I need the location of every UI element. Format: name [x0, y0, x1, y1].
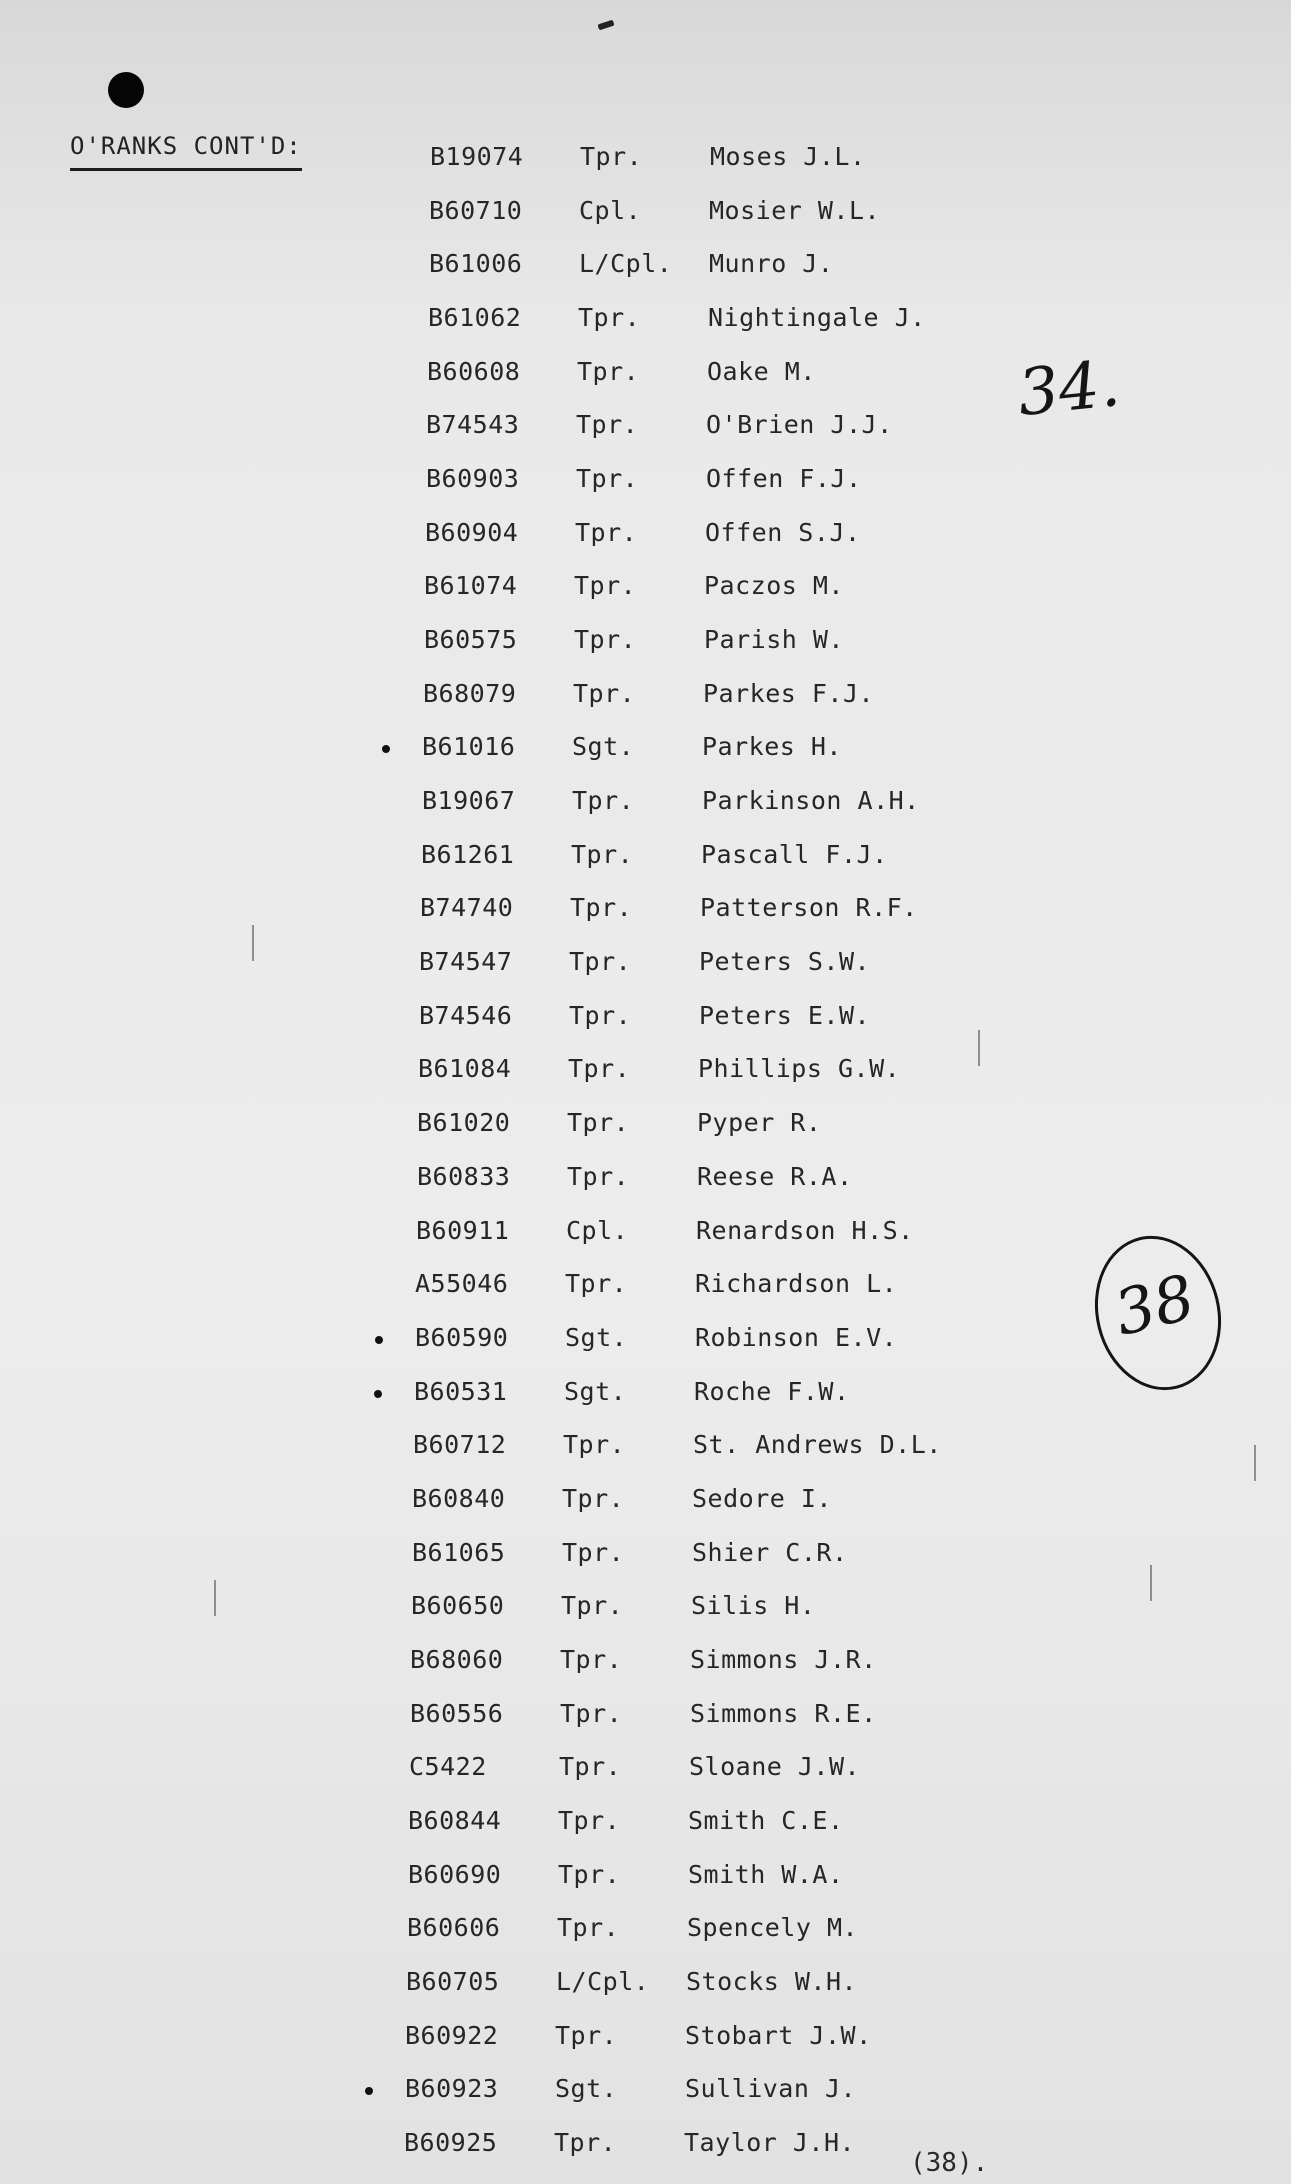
- rank: Tpr.: [559, 1752, 622, 1781]
- service-number: B60840: [412, 1484, 506, 1513]
- rank: Tpr.: [574, 625, 637, 654]
- roster-row: [407, 1913, 967, 1947]
- rank: Tpr.: [574, 571, 637, 600]
- service-number: B68060: [410, 1645, 504, 1674]
- soldier-name: Parkinson A.H.: [702, 786, 920, 815]
- rank: Tpr.: [576, 410, 639, 439]
- tick-mark: [382, 745, 390, 753]
- rank: L/Cpl.: [556, 1967, 650, 1996]
- roster-row: [408, 1860, 968, 1894]
- soldier-name: Mosier W.L.: [709, 196, 881, 225]
- service-number: B74547: [419, 947, 513, 976]
- circled-number: 38: [1107, 1260, 1202, 1351]
- soldier-name: Simmons R.E.: [690, 1699, 877, 1728]
- rank: Tpr.: [571, 840, 634, 869]
- roster-row: [426, 410, 986, 444]
- roster-row: [410, 1699, 970, 1733]
- rank: Tpr.: [567, 1108, 630, 1137]
- soldier-name: Smith W.A.: [688, 1860, 844, 1889]
- rank: Sgt.: [572, 732, 635, 761]
- soldier-name: Oake M.: [707, 357, 816, 386]
- soldier-name: Parish W.: [704, 625, 844, 654]
- soldier-name: Offen F.J.: [706, 464, 862, 493]
- rank: Tpr.: [565, 1269, 628, 1298]
- soldier-name: Pascall F.J.: [701, 840, 888, 869]
- rank: Tpr.: [568, 1054, 631, 1083]
- roster-row: [417, 1162, 977, 1196]
- service-number: B74546: [419, 1001, 513, 1030]
- service-number: B60904: [425, 518, 519, 547]
- service-number: B61074: [424, 571, 518, 600]
- soldier-name: Robinson E.V.: [695, 1323, 898, 1352]
- soldier-name: Peters E.W.: [699, 1001, 871, 1030]
- section-heading: O'RANKS CONT'D:: [70, 132, 302, 160]
- rank: Sgt.: [555, 2074, 618, 2103]
- roster-row: [409, 1752, 969, 1786]
- soldier-name: Parkes F.J.: [703, 679, 875, 708]
- rank: Tpr.: [578, 303, 641, 332]
- service-number: B60712: [413, 1430, 507, 1459]
- tick-mark: [375, 1336, 383, 1344]
- rank: Tpr.: [569, 947, 632, 976]
- roster-row: [430, 142, 990, 176]
- service-number: B60650: [411, 1591, 505, 1620]
- tick-mark: [374, 1390, 382, 1398]
- rank: L/Cpl.: [579, 249, 673, 278]
- rank: Tpr.: [563, 1430, 626, 1459]
- roster-row: [429, 196, 989, 230]
- service-number: B61062: [428, 303, 522, 332]
- roster-row: [415, 1323, 975, 1357]
- service-number: B60903: [426, 464, 520, 493]
- soldier-name: Taylor J.H.: [684, 2128, 856, 2157]
- service-number: B19067: [422, 786, 516, 815]
- rank: Tpr.: [576, 464, 639, 493]
- scan-speck: [252, 925, 254, 961]
- rank: Sgt.: [564, 1377, 627, 1406]
- rank: Tpr.: [555, 2021, 618, 2050]
- rank: Tpr.: [558, 1860, 621, 1889]
- soldier-name: Paczos M.: [704, 571, 844, 600]
- scan-speck: [978, 1030, 980, 1066]
- roster-row: [416, 1216, 976, 1250]
- soldier-name: Nightingale J.: [708, 303, 926, 332]
- soldier-name: Smith C.E.: [688, 1806, 844, 1835]
- roster-row: [427, 357, 987, 391]
- service-number: B60531: [414, 1377, 508, 1406]
- soldier-name: Simmons J.R.: [690, 1645, 877, 1674]
- scan-speck: [1150, 1565, 1152, 1601]
- rank: Tpr.: [580, 142, 643, 171]
- soldier-name: Peters S.W.: [699, 947, 871, 976]
- soldier-name: Phillips G.W.: [698, 1054, 901, 1083]
- service-number: B60606: [407, 1913, 501, 1942]
- roster-row: [417, 1108, 977, 1142]
- service-number: B19074: [430, 142, 524, 171]
- roster-row: [422, 786, 982, 820]
- rank: Tpr.: [561, 1591, 624, 1620]
- roster-row: [413, 1430, 973, 1464]
- service-number: B60923: [405, 2074, 499, 2103]
- page-number: (38).: [910, 2148, 989, 2178]
- roster-row: [421, 840, 981, 874]
- service-number: B61020: [417, 1108, 511, 1137]
- service-number: B60590: [415, 1323, 509, 1352]
- service-number: B61261: [421, 840, 515, 869]
- roster-row: [429, 249, 989, 283]
- rank: Tpr.: [558, 1806, 621, 1835]
- service-number: B61084: [418, 1054, 512, 1083]
- rank: Sgt.: [565, 1323, 628, 1352]
- rank: Tpr.: [573, 679, 636, 708]
- soldier-name: Pyper R.: [697, 1108, 822, 1137]
- roster-row: [420, 893, 980, 927]
- service-number: B60710: [429, 196, 523, 225]
- service-number: B60911: [416, 1216, 510, 1245]
- soldier-name: Sloane J.W.: [689, 1752, 861, 1781]
- soldier-name: Silis H.: [691, 1591, 816, 1620]
- soldier-name: Moses J.L.: [710, 142, 866, 171]
- soldier-name: Patterson R.F.: [700, 893, 918, 922]
- rank: Cpl.: [566, 1216, 629, 1245]
- roster-row: [408, 1806, 968, 1840]
- soldier-name: Spencely M.: [687, 1913, 859, 1942]
- service-number: B61006: [429, 249, 523, 278]
- rank: Cpl.: [579, 196, 642, 225]
- soldier-name: O'Brien J.J.: [706, 410, 893, 439]
- roster-row: [415, 1269, 975, 1303]
- roster-row: [419, 947, 979, 981]
- service-number: B60833: [417, 1162, 511, 1191]
- service-number: B61065: [412, 1538, 506, 1567]
- roster-row: [412, 1538, 972, 1572]
- service-number: C5422: [409, 1752, 487, 1781]
- roster-row: [404, 2128, 964, 2162]
- roster-row: [418, 1054, 978, 1088]
- rank: Tpr.: [560, 1645, 623, 1674]
- soldier-name: Stobart J.W.: [685, 2021, 872, 2050]
- scan-speck: [214, 1580, 216, 1616]
- roster-row: [423, 679, 983, 713]
- rank: Tpr.: [567, 1162, 630, 1191]
- rank: Tpr.: [554, 2128, 617, 2157]
- scan-speck: [1254, 1445, 1256, 1481]
- service-number: B60690: [408, 1860, 502, 1889]
- roster-row: [411, 1591, 971, 1625]
- service-number: B74740: [420, 893, 514, 922]
- service-number: B74543: [426, 410, 520, 439]
- soldier-name: Offen S.J.: [705, 518, 861, 547]
- service-number: B60556: [410, 1699, 504, 1728]
- soldier-name: St. Andrews D.L.: [693, 1430, 942, 1459]
- service-number: B60922: [405, 2021, 499, 2050]
- soldier-name: Richardson L.: [695, 1269, 898, 1298]
- soldier-name: Munro J.: [709, 249, 834, 278]
- rank: Tpr.: [560, 1699, 623, 1728]
- soldier-name: Sullivan J.: [685, 2074, 857, 2103]
- rank: Tpr.: [570, 893, 633, 922]
- soldier-name: Parkes H.: [702, 732, 842, 761]
- roster-row: [426, 464, 986, 498]
- rank: Tpr.: [572, 786, 635, 815]
- roster-row: [424, 625, 984, 659]
- roster-row: [412, 1484, 972, 1518]
- roster-row: [425, 518, 985, 552]
- service-number: B60575: [424, 625, 518, 654]
- soldier-name: Reese R.A.: [697, 1162, 853, 1191]
- service-number: B60608: [427, 357, 521, 386]
- roster-row: [424, 571, 984, 605]
- rank: Tpr.: [577, 357, 640, 386]
- handwritten-note: 34.: [1014, 346, 1124, 432]
- rank: Tpr.: [557, 1913, 620, 1942]
- service-number: B61016: [422, 732, 516, 761]
- soldier-name: Stocks W.H.: [686, 1967, 858, 1996]
- service-number: B60844: [408, 1806, 502, 1835]
- roster-row: [419, 1001, 979, 1035]
- service-number: A55046: [415, 1269, 509, 1298]
- roster-row: [414, 1377, 974, 1411]
- soldier-name: Roche F.W.: [694, 1377, 850, 1406]
- service-number: B60925: [404, 2128, 498, 2157]
- rank: Tpr.: [562, 1538, 625, 1567]
- roster-row: [410, 1645, 970, 1679]
- roster-row: [422, 732, 982, 766]
- service-number: B68079: [423, 679, 517, 708]
- rank: Tpr.: [569, 1001, 632, 1030]
- soldier-name: Shier C.R.: [692, 1538, 848, 1567]
- soldier-name: Sedore I.: [692, 1484, 832, 1513]
- soldier-name: Renardson H.S.: [696, 1216, 914, 1245]
- rank: Tpr.: [575, 518, 638, 547]
- roster-row: [405, 2021, 965, 2055]
- tick-mark: [365, 2087, 373, 2095]
- roster-row: [405, 2074, 965, 2108]
- rank: Tpr.: [562, 1484, 625, 1513]
- roster-row: [406, 1967, 966, 2001]
- roster-row: [428, 303, 988, 337]
- service-number: B60705: [406, 1967, 500, 1996]
